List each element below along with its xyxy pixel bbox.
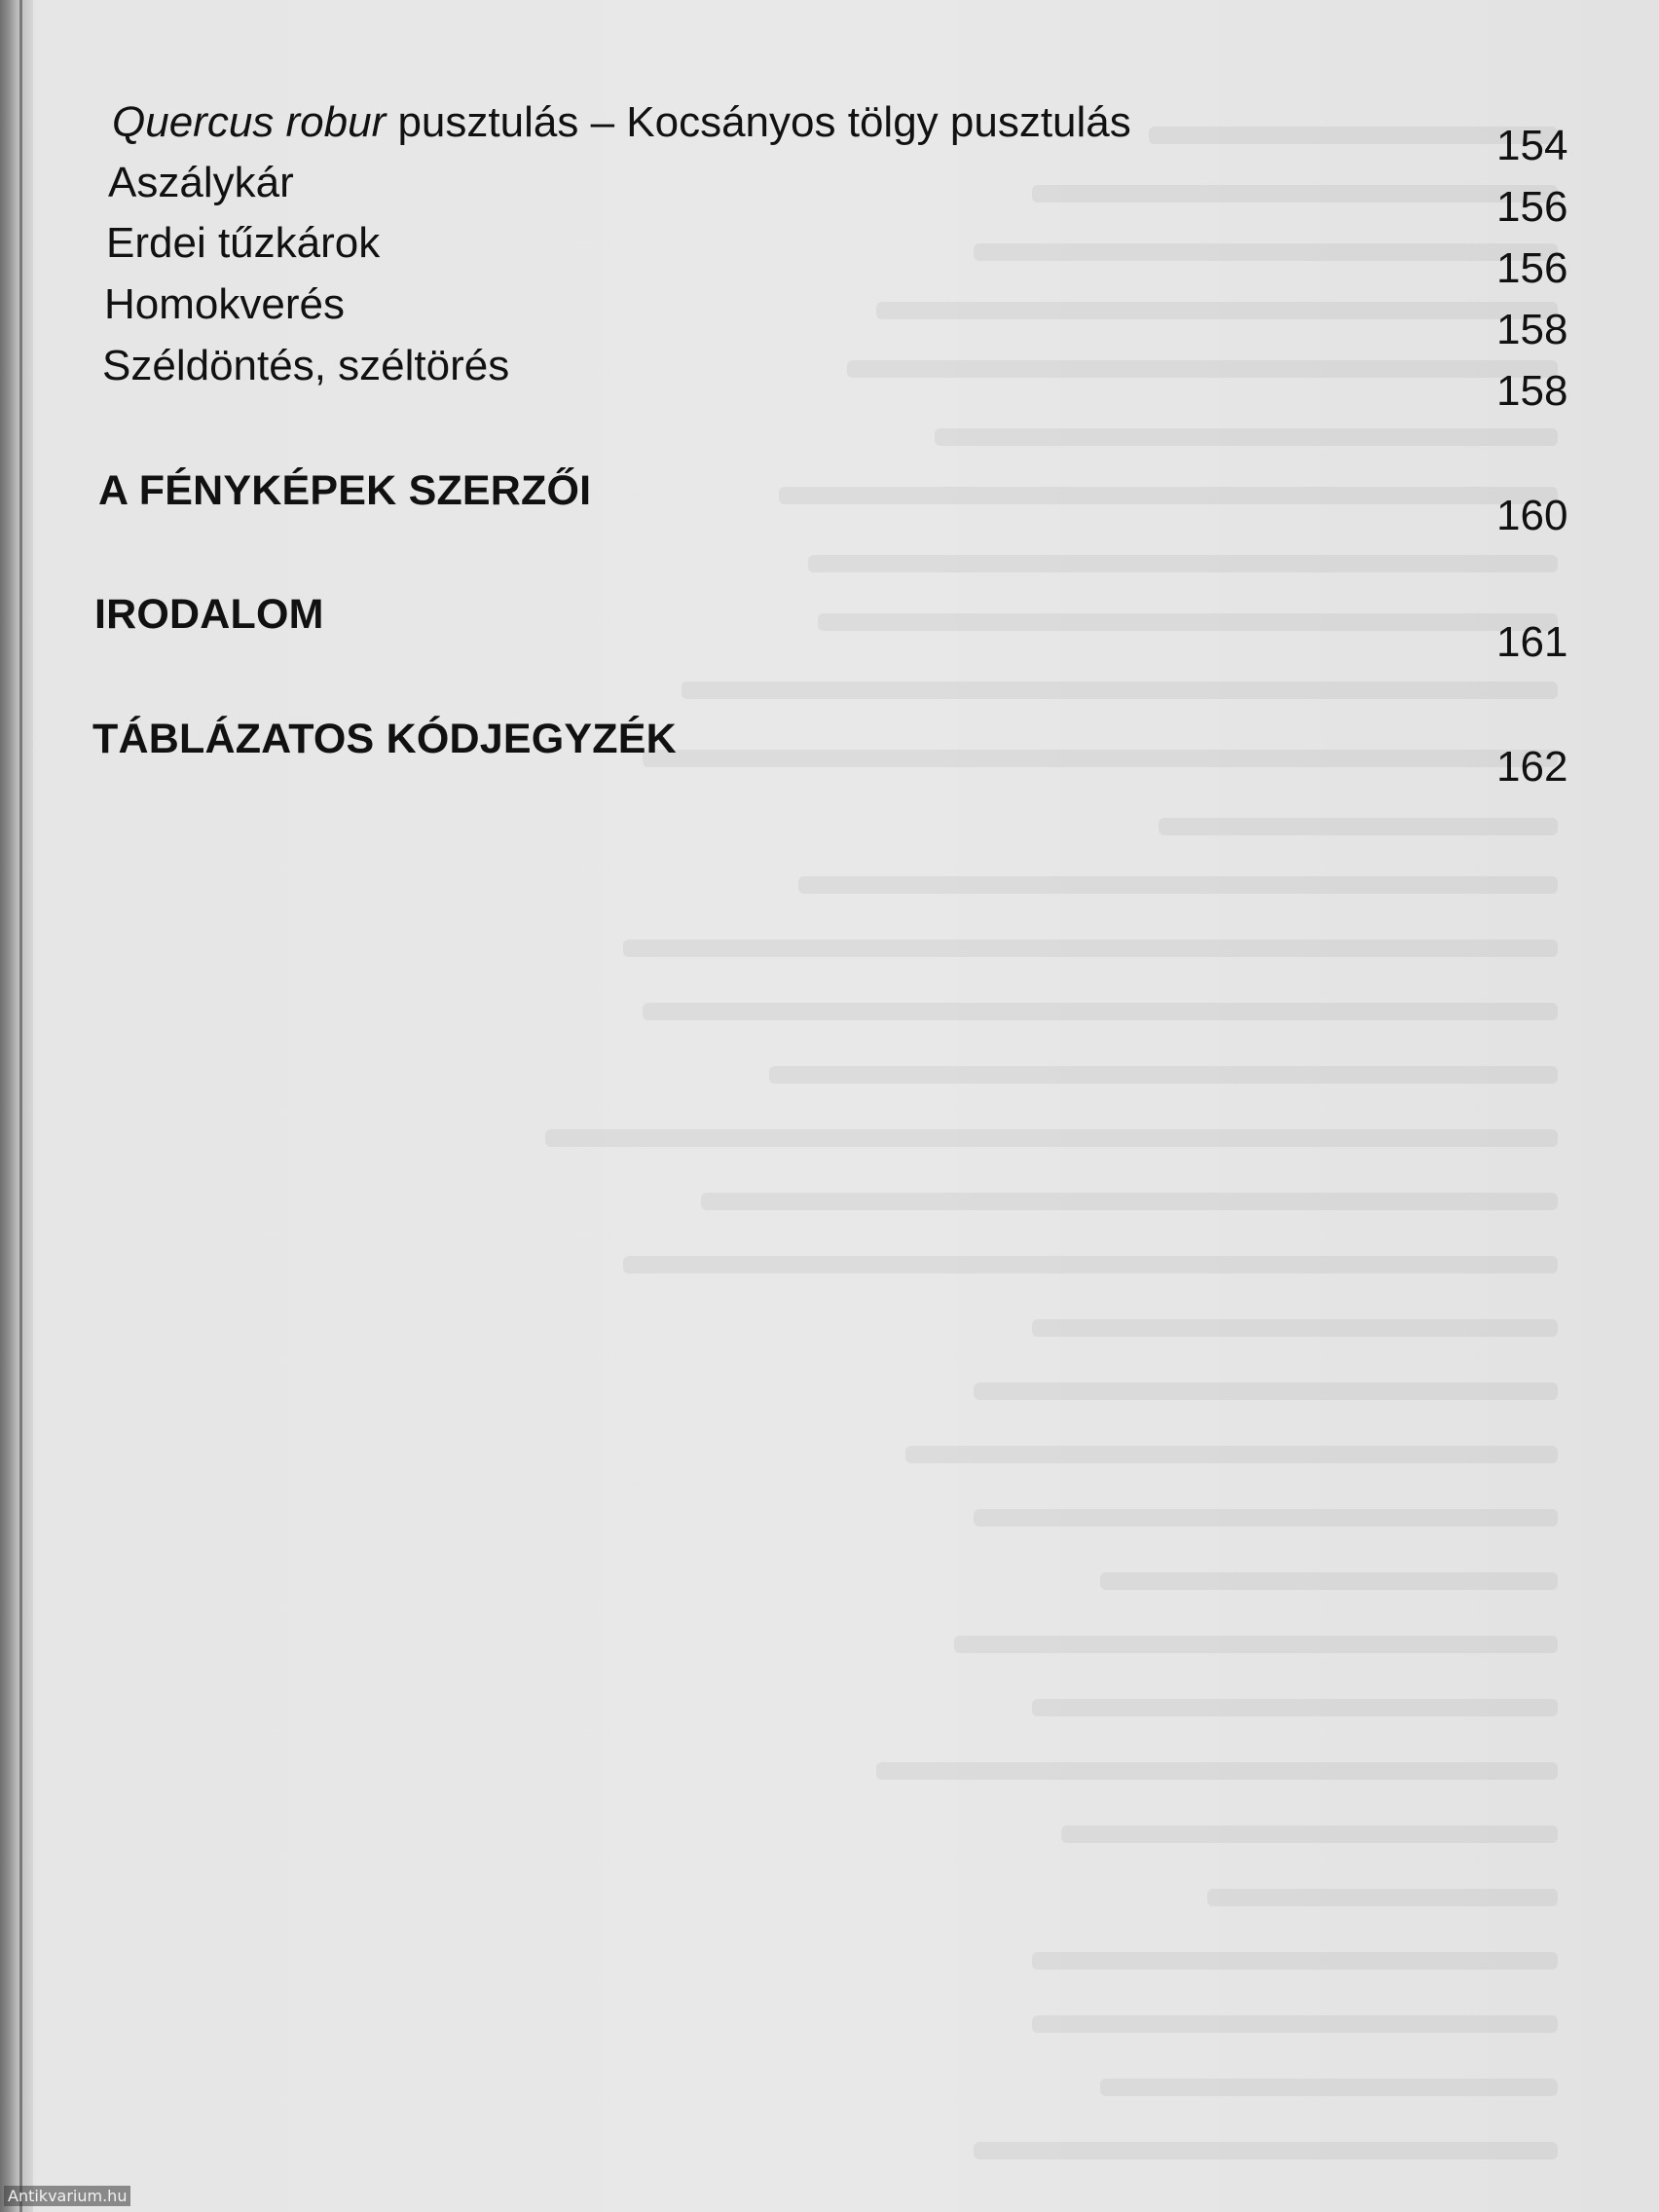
toc-entry-erdei-tuzkarok xyxy=(106,219,381,267)
toc-entry-label: pusztulás – Kocsányos tölgy pusztulás xyxy=(386,98,1131,146)
toc-page-number: 161 xyxy=(1496,618,1568,666)
toc-section-tablazatos-kodjegyzek xyxy=(92,716,677,762)
binding-line xyxy=(19,0,22,2212)
toc-entry-label: Széldöntés, széltörés xyxy=(102,342,510,389)
toc-entry-label: Aszálykár xyxy=(108,159,294,206)
toc-entry-aszalykar xyxy=(108,159,294,206)
toc-page-number: 162 xyxy=(1496,743,1568,791)
watermark: Antikvarium.hu xyxy=(4,2186,130,2206)
toc-entry-label: Erdei tűzkárok xyxy=(106,219,381,267)
toc-page-number: 158 xyxy=(1496,306,1568,353)
toc-section-irodalom xyxy=(94,591,324,638)
toc-entry-italic-part: Quercus robur xyxy=(112,98,387,146)
toc-page-number: 154 xyxy=(1496,122,1568,169)
toc-page-number: 156 xyxy=(1496,244,1568,292)
toc-page-number: 160 xyxy=(1496,492,1568,539)
page-binding-edge xyxy=(0,0,33,2212)
toc-entry-homokveres xyxy=(104,280,345,328)
toc-page-number: 158 xyxy=(1496,367,1568,415)
toc-section-fenykepek-szerzoi xyxy=(98,467,592,514)
toc-entry-szeldontes xyxy=(102,342,510,389)
toc-entry-label: Homokverés xyxy=(104,280,345,328)
toc-section-title: A FÉNYKÉPEK SZERZŐI xyxy=(98,467,592,514)
toc-section-title: TÁBLÁZATOS KÓDJEGYZÉK xyxy=(92,716,677,762)
toc-page-number: 156 xyxy=(1496,183,1568,231)
toc-section-title: IRODALOM xyxy=(94,591,324,638)
toc-entry-quercus xyxy=(112,98,1131,146)
